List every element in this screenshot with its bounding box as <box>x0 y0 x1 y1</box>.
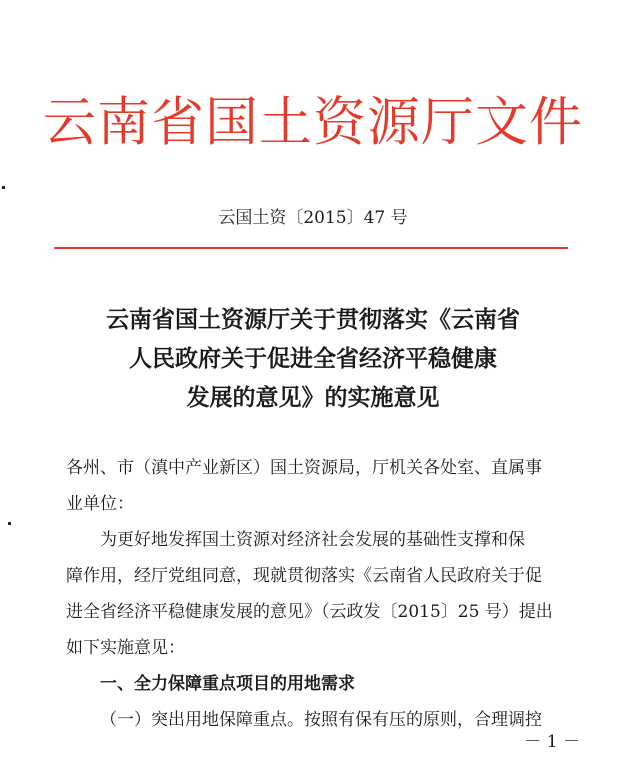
document-title <box>60 300 566 417</box>
recipients-line: 各州、市（滇中产业新区）国土资源局，厅机关各处室、直属事 <box>66 458 542 478</box>
document-number: 云国土资〔2015〕47 号 <box>218 208 408 228</box>
red-separator-line <box>54 247 568 249</box>
section-heading: 一、全力保障重点项目的用地需求 <box>100 674 355 694</box>
recipients-line: 业单位： <box>66 494 134 514</box>
document-title-line: 云南省国土资源厅关于贯彻落实《云南省 <box>106 306 520 333</box>
intro-paragraph-line: 进全省经济平稳健康发展的意见》（云政发〔2015〕25 号）提出 <box>66 602 553 622</box>
document-title-line: 发展的意见》的实施意见 <box>186 384 440 411</box>
scan-speck <box>8 522 11 525</box>
page-number: － 1 － <box>524 732 580 752</box>
intro-paragraph-line: 为更好地发挥国土资源对经济社会发展的基础性支撑和保 <box>100 530 525 550</box>
intro-paragraph-line: 障作用，经厅党组同意，现就贯彻落实《云南省人民政府关于促 <box>66 566 542 586</box>
agency-header-title: 云南省国土资源厅文件 <box>43 92 583 153</box>
document-title-line: 人民政府关于促进全省经济平稳健康 <box>129 345 497 372</box>
scan-speck <box>2 186 5 189</box>
subsection-line: （一）突出用地保障重点。按照有保有压的原则，合理调控 <box>100 710 542 730</box>
document-body <box>66 450 566 738</box>
intro-paragraph-line: 如下实施意见： <box>66 638 185 658</box>
